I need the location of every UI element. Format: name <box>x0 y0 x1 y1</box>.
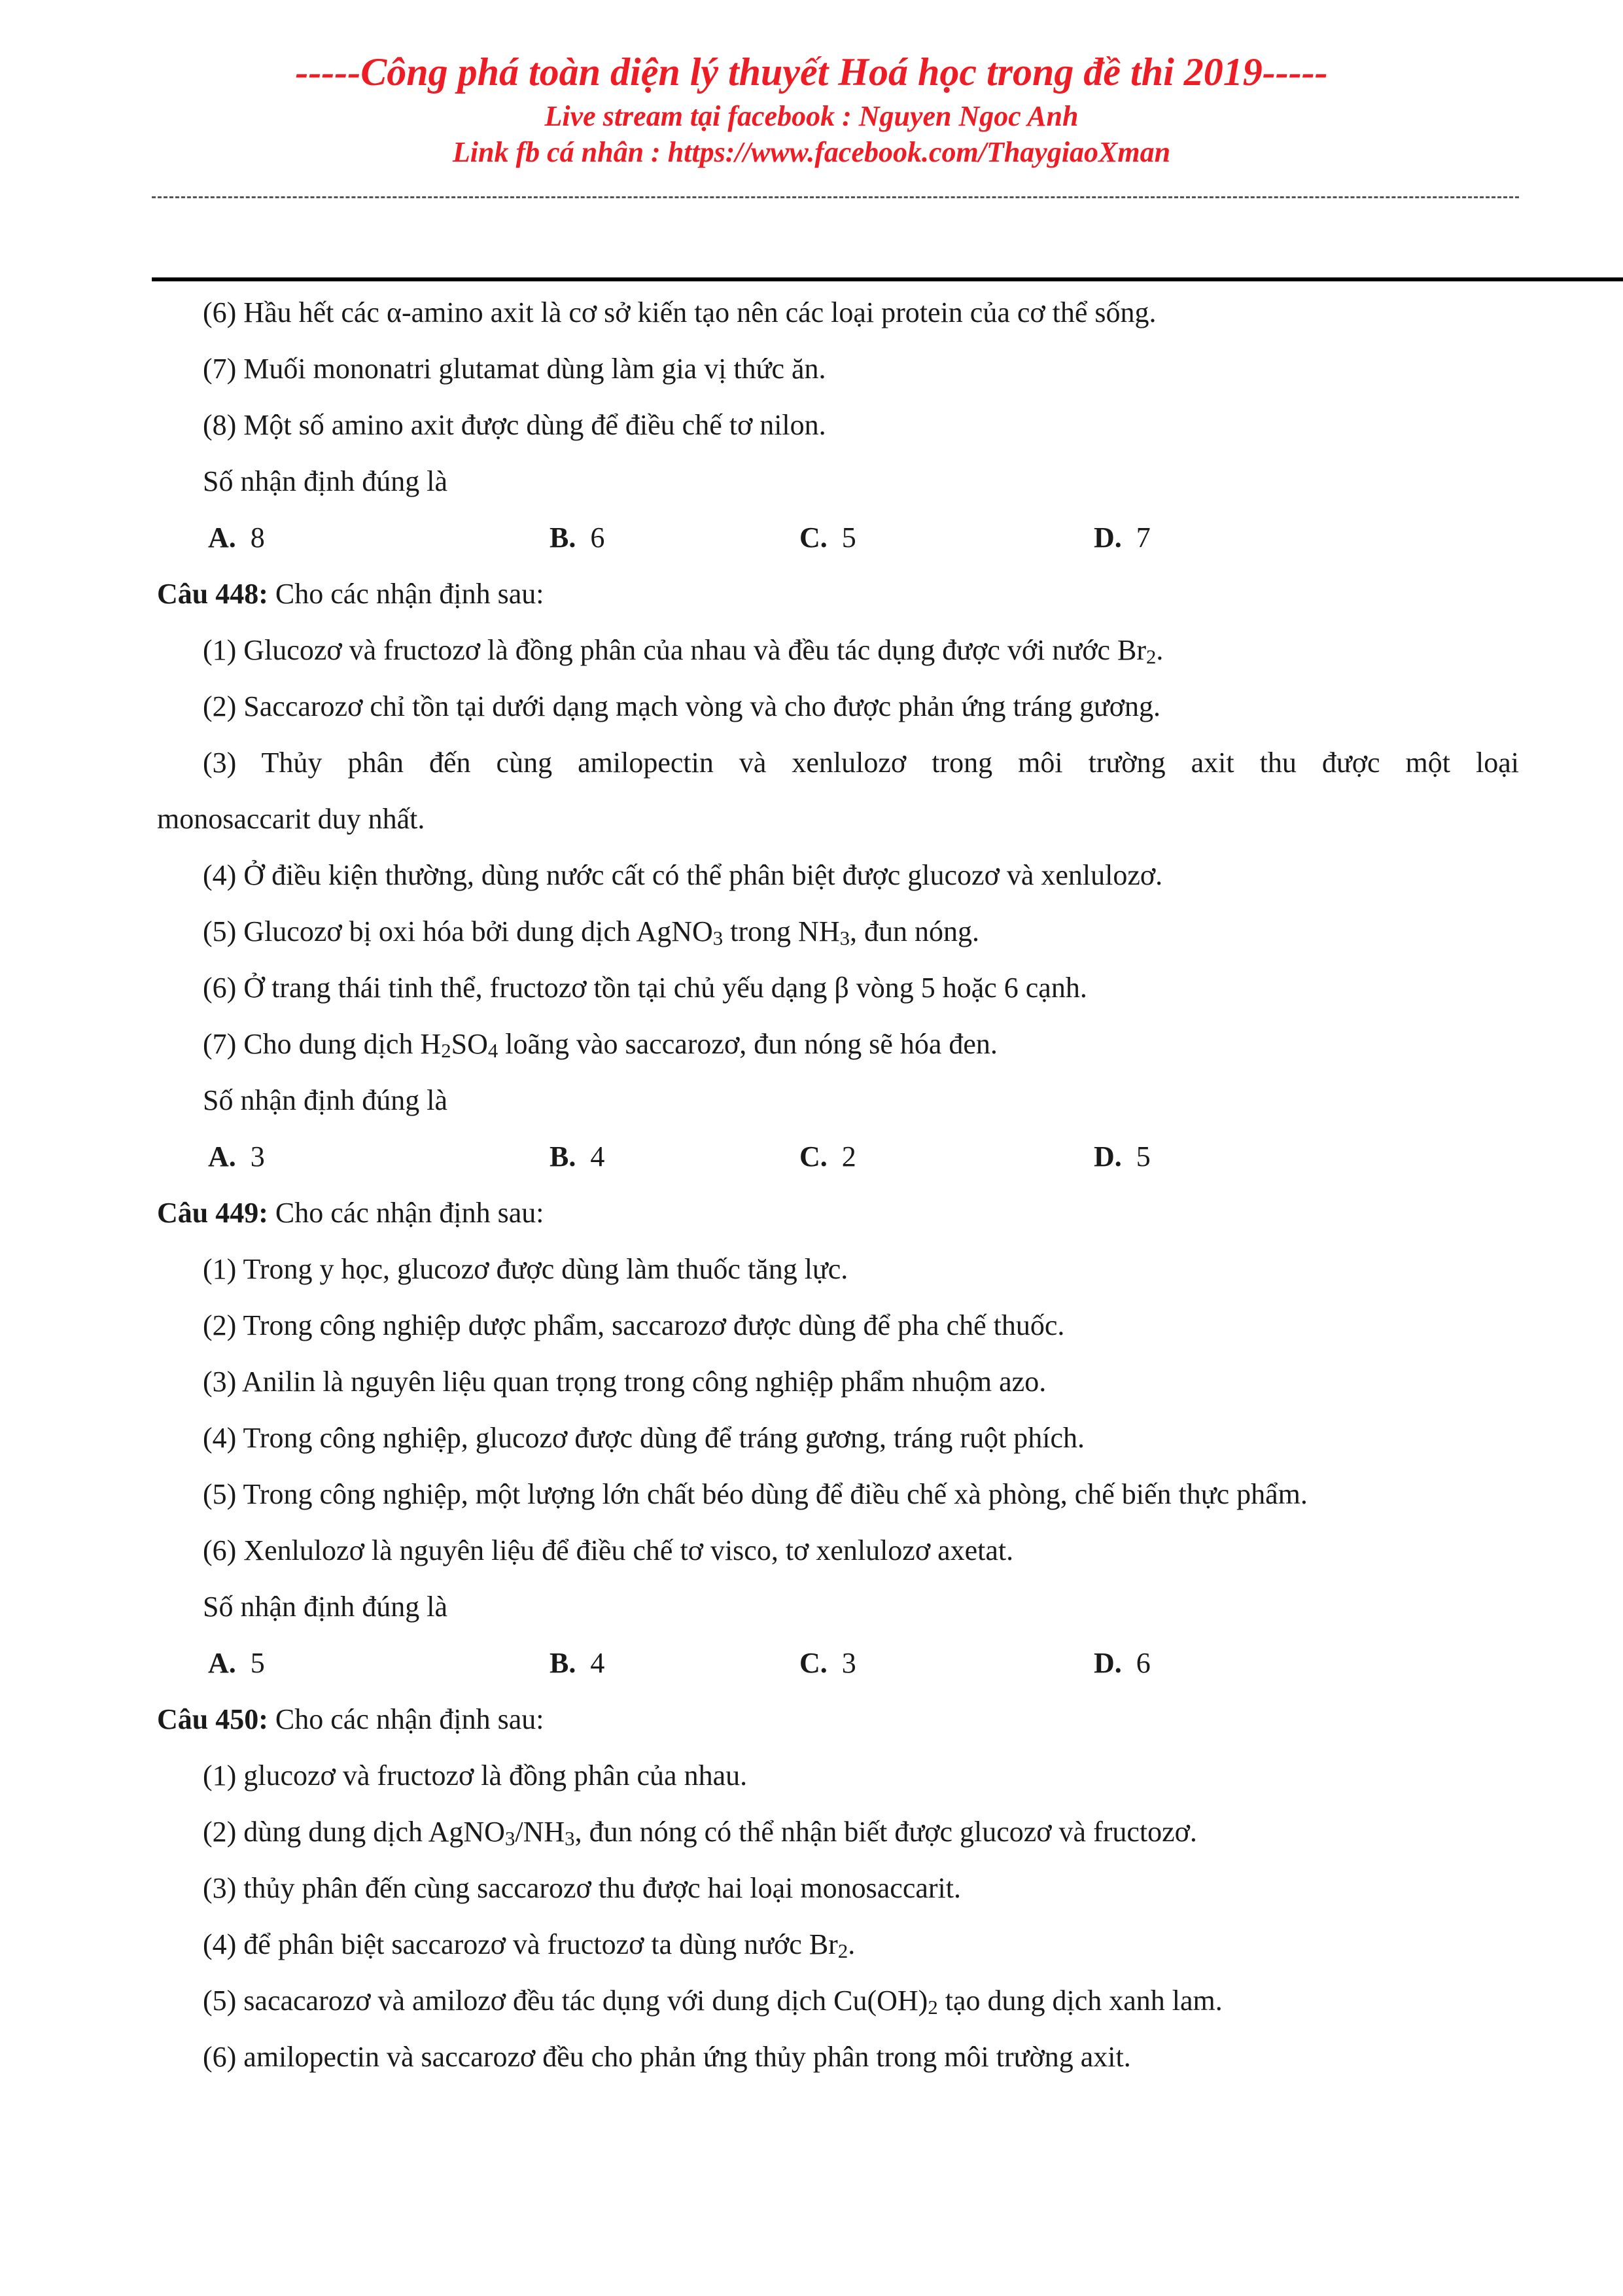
q447-option-a[interactable]: A. 8 <box>208 521 265 554</box>
q450-statement-2: (2) dùng dung dịch $AgNO_3/NH_3$, đun nóng có thể nhận biết được glucozơ và fructozơ. <box>203 1816 1197 1850</box>
q450-statement-1: (1) glucozơ và fructozơ là đồng phân của nhau. <box>203 1759 748 1792</box>
q447-statement-6: (6) Hầu hết các α-amino axit là cơ sở kiến tạo nên các loại protein của cơ thể sống. <box>203 296 1157 328</box>
q448-option-d[interactable]: D. 5 <box>1094 1140 1151 1173</box>
q449-statement-3: (3) Anilin là nguyên liệu quan trọng trong công nghiệp phẩm nhuộm azo. <box>203 1366 1047 1398</box>
q449-label: Câu 449: <box>157 1197 268 1229</box>
q447-statement-7: (7) Muối mononatri glutamat dùng làm gia vị thức ăn. <box>203 353 826 385</box>
header-livestream: Live stream tại facebook : Nguyen Ngoc Anh <box>544 100 1079 132</box>
header-link: Link fb cá nhân : https://www.facebook.com/ThaygiaoXman <box>452 136 1171 168</box>
q448-option-b[interactable]: B. 4 <box>550 1140 605 1173</box>
page-header <box>0 46 1623 170</box>
q448-prompt: Số nhận định đúng là <box>203 1084 447 1116</box>
q449-statement-1: (1) Trong y học, glucozơ được dùng làm thuốc tăng lực. <box>203 1253 848 1285</box>
q448-statement-3: (3) Thủy phân đến cùng amilopectin và xenlulozơ trong môi trường axit thu được một loại <box>203 747 1519 779</box>
q449-prompt: Số nhận định đúng là <box>203 1591 447 1623</box>
q448-statement-6: (6) Ở trang thái tinh thể, fructozơ tồn tại chủ yếu dạng β vòng 5 hoặc 6 cạnh. <box>203 972 1087 1004</box>
q449-statement-6: (6) Xenlulozơ là nguyên liệu để điều chế tơ visco, tơ xenlulozơ axetat. <box>203 1534 1014 1566</box>
q448-statement-2: (2) Saccarozơ chỉ tồn tại dưới dạng mạch vòng và cho được phản ứng tráng gương. <box>203 690 1161 722</box>
header-rule <box>152 277 1623 281</box>
q448-option-c[interactable]: C. 2 <box>799 1140 856 1173</box>
q450-label: Câu 450: <box>157 1703 268 1735</box>
q449-statement-2: (2) Trong công nghiệp dược phẩm, saccarozơ được dùng để pha chế thuốc. <box>203 1309 1065 1341</box>
q448-statement-4: (4) Ở điều kiện thường, dùng nước cất có thể phân biệt được glucozơ và xenlulozơ. <box>203 859 1163 891</box>
q449-option-b[interactable]: B. 4 <box>550 1647 605 1679</box>
q448-label: Câu 448: <box>157 578 268 610</box>
q450-statement-4: (4) để phân biệt saccarozơ và fructozơ ta dùng nước $Br_2$. <box>203 1928 856 1963</box>
q450-statement-6: (6) amilopectin và saccarozơ đều cho phản ứng thủy phân trong môi trường axit. <box>203 2041 1131 2073</box>
q450-statement-3: (3) thủy phân đến cùng saccarozơ thu được hai loại monosaccarit. <box>203 1872 961 1904</box>
q448-statement-1: (1) Glucozơ và fructozơ là đồng phân của nhau và đều tác dụng được với nước $Br_2$. <box>203 634 1164 669</box>
q448-option-a[interactable]: A. 3 <box>208 1140 265 1173</box>
header-title: -----Công phá toàn diện lý thuyết Hoá học trong đề thi 2019----- <box>295 50 1328 94</box>
q449-option-a[interactable]: A. 5 <box>208 1647 265 1679</box>
q447-option-b[interactable]: B. 6 <box>550 521 605 554</box>
q447-option-d[interactable]: D. 7 <box>1094 521 1151 554</box>
q449-option-d[interactable]: D. 6 <box>1094 1647 1151 1679</box>
q447-option-c[interactable]: C. 5 <box>799 521 856 554</box>
q447-statement-8: (8) Một số amino axit được dùng để điều chế tơ nilon. <box>203 409 826 441</box>
q450-statement-5: (5) sacacarozơ và amilozơ đều tác dụng với dung dịch $Cu(OH)_2$ tạo dung dịch xanh lam. <box>203 1985 1223 2019</box>
q448-statement-3-cont: monosaccarit duy nhất. <box>157 803 425 835</box>
q449-statement-4: (4) Trong công nghiệp, glucozơ được dùng để tráng gương, tráng ruột phích. <box>203 1422 1085 1454</box>
q448-statement-7: (7) Cho dung dịch $H_2SO_4$ loãng vào saccarozơ, đun nóng sẽ hóa đen. <box>203 1028 998 1063</box>
dashed-divider <box>152 196 1519 198</box>
q447-prompt: Số nhận định đúng là <box>203 465 447 497</box>
q448-heading: Câu 448: Cho các nhận định sau: <box>157 578 544 610</box>
q448-statement-5: (5) Glucozơ bị oxi hóa bởi dung dịch AgNO$_3$ trong $NH_3$, đun nóng. <box>203 915 980 950</box>
q449-heading: Câu 449: Cho các nhận định sau: <box>157 1197 544 1229</box>
q449-option-c[interactable]: C. 3 <box>799 1647 856 1679</box>
q450-heading: Câu 450: Cho các nhận định sau: <box>157 1703 544 1735</box>
q449-statement-5: (5) Trong công nghiệp, một lượng lớn chất béo dùng để điều chế xà phòng, chế biến thực phẩm. <box>203 1478 1308 1510</box>
